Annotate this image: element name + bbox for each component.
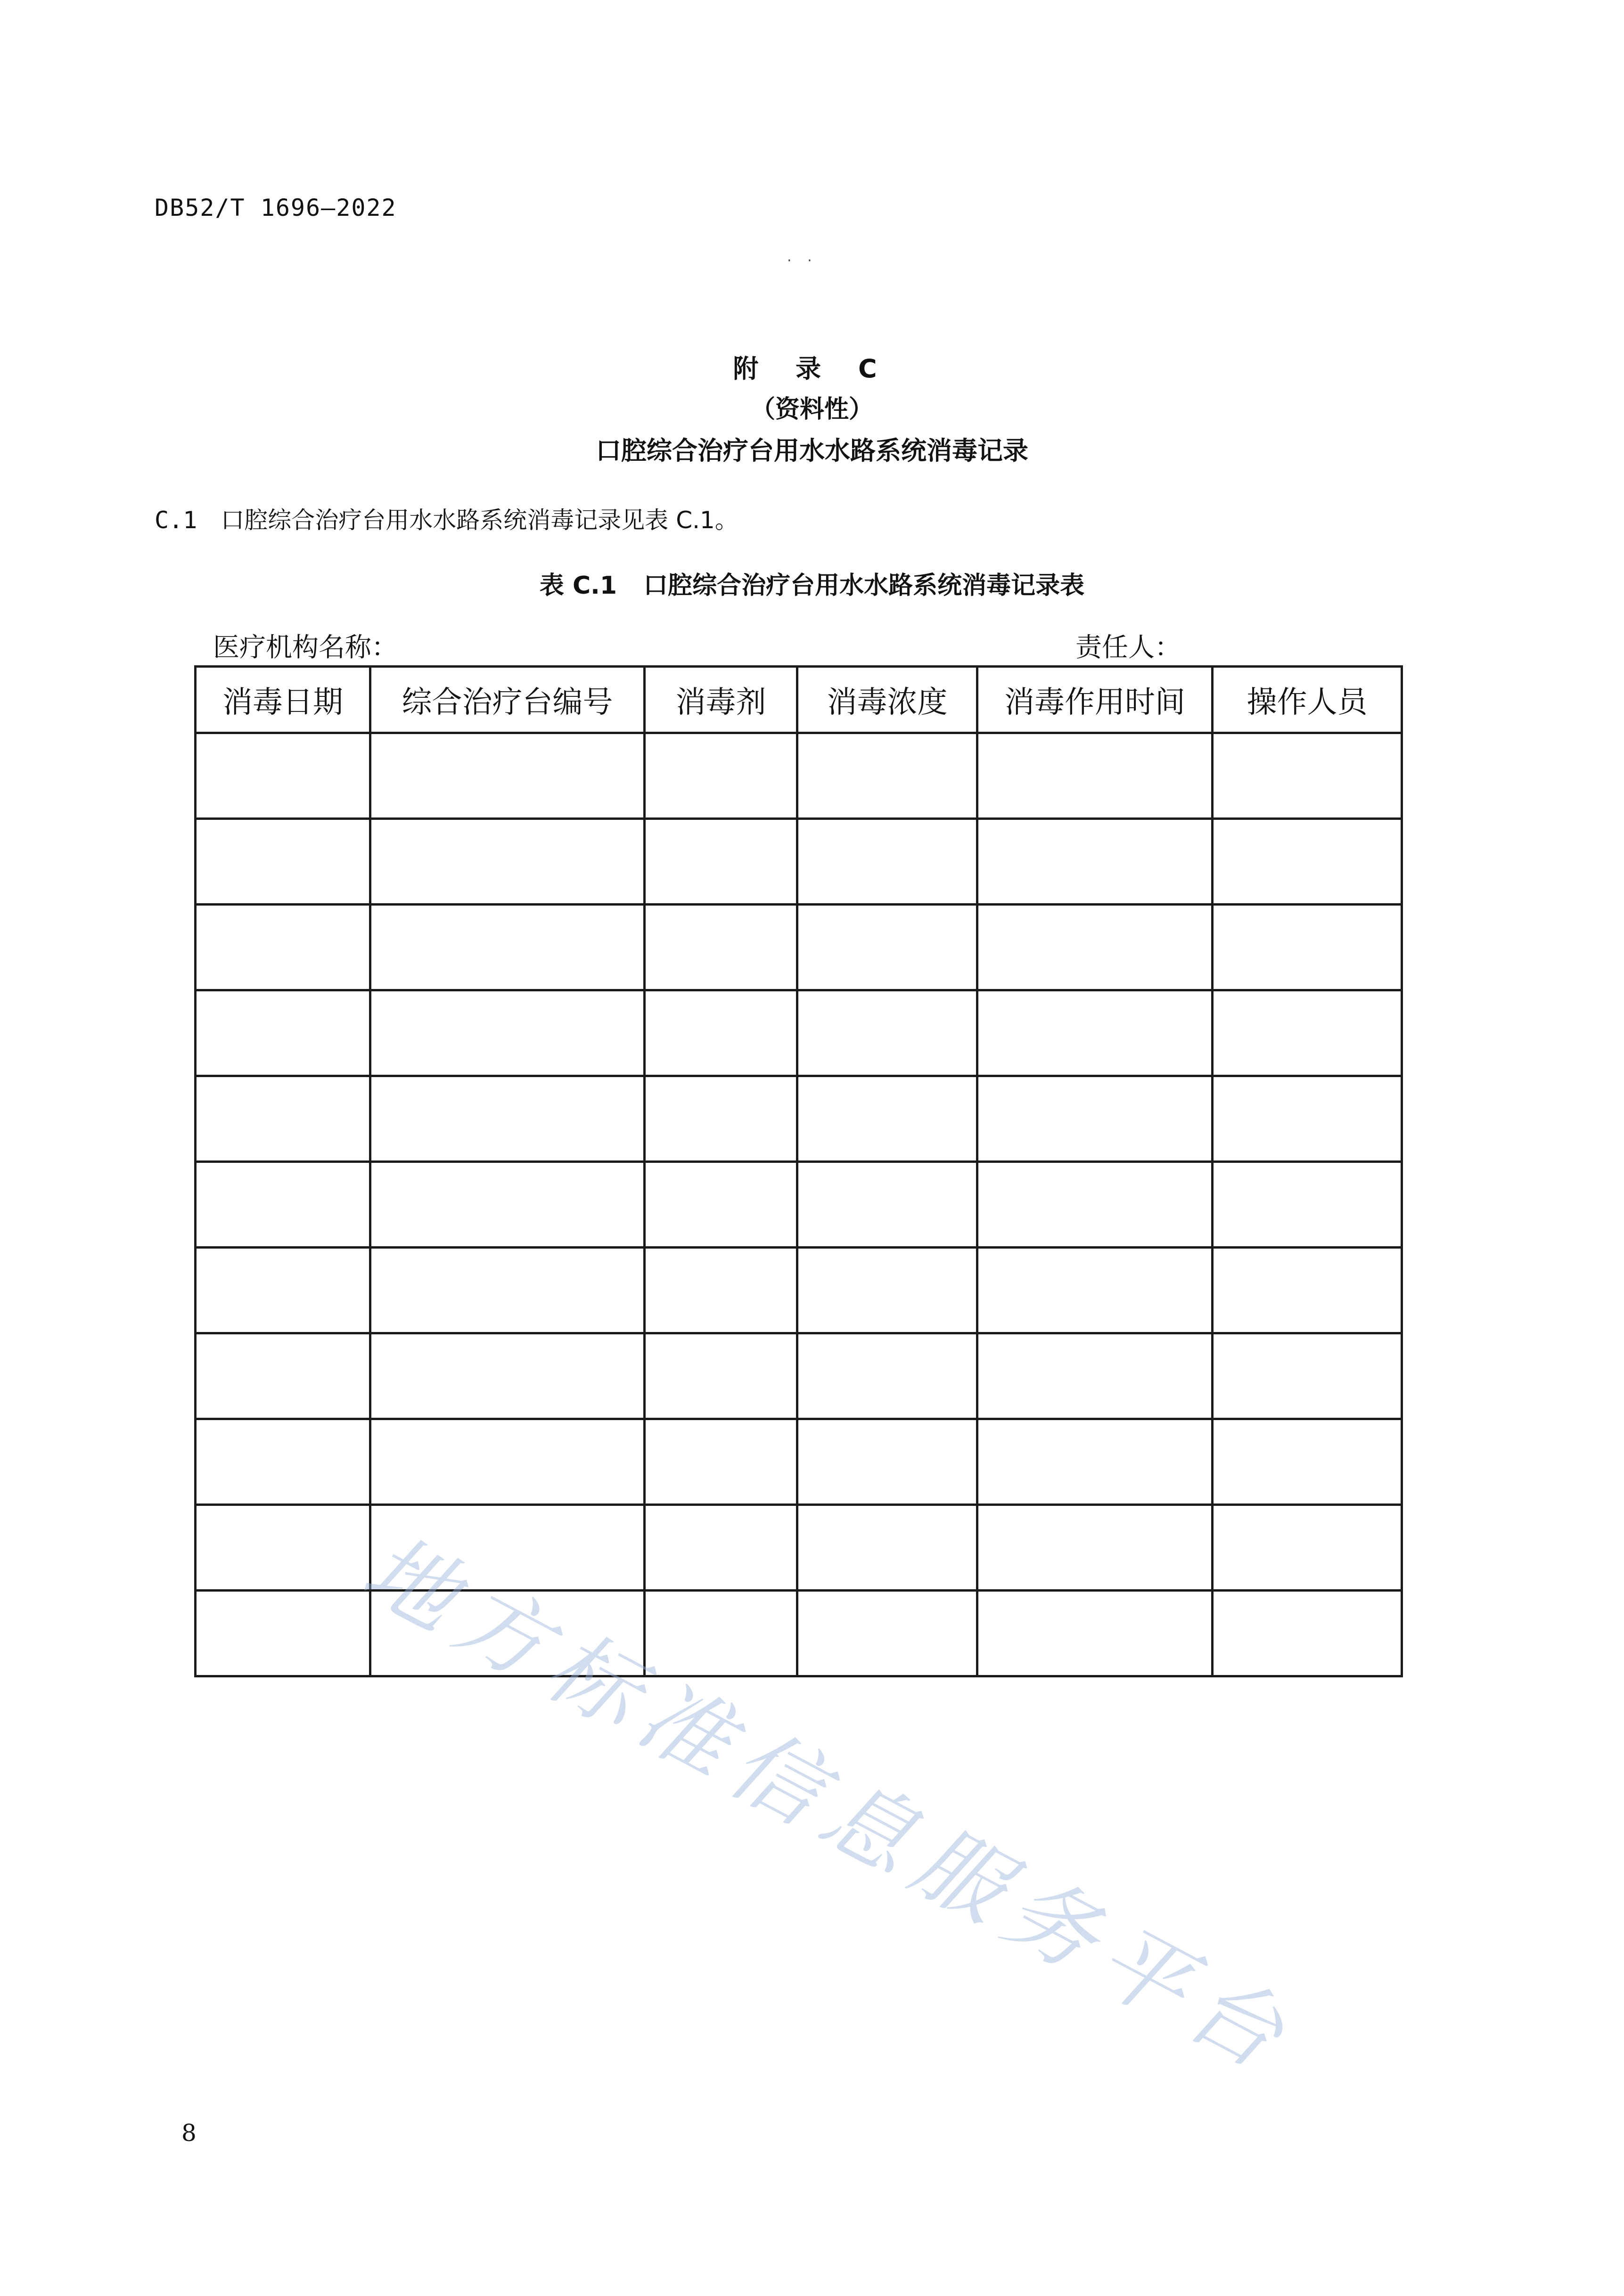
table-cell[interactable]	[196, 1076, 370, 1162]
table-cell[interactable]	[977, 990, 1213, 1076]
table-row	[196, 1248, 1402, 1333]
table-cell[interactable]	[196, 1505, 370, 1591]
disinfection-record-table	[194, 665, 1403, 1677]
table-cell[interactable]	[977, 1591, 1213, 1676]
table-cell[interactable]	[797, 1248, 977, 1333]
table-cell[interactable]	[797, 1162, 977, 1248]
table-cell[interactable]	[977, 733, 1213, 819]
appendix-name: 口腔综合治疗台用水水路系统消毒记录	[596, 436, 1028, 466]
table-cell[interactable]	[797, 1076, 977, 1162]
page-number: 8	[181, 2119, 197, 2147]
table-cell[interactable]	[977, 1505, 1213, 1591]
table-cell[interactable]	[645, 733, 797, 819]
table-cell[interactable]	[977, 1419, 1213, 1505]
table-cell[interactable]	[645, 819, 797, 905]
header-operator: 操作人员	[1213, 667, 1402, 733]
table-cell[interactable]	[797, 1505, 977, 1591]
clause-number: C.1	[155, 507, 197, 534]
table-cell[interactable]	[370, 733, 645, 819]
table-cell[interactable]	[645, 905, 797, 990]
table-cell[interactable]	[1213, 1162, 1402, 1248]
table-cell[interactable]	[977, 819, 1213, 905]
header-action-time: 消毒作用时间	[977, 667, 1213, 733]
table-cell[interactable]	[1213, 819, 1402, 905]
table-cell[interactable]	[1213, 1333, 1402, 1419]
table-cell[interactable]	[645, 1162, 797, 1248]
table-cell[interactable]	[196, 819, 370, 905]
table-cell[interactable]	[1213, 733, 1402, 819]
table-cell[interactable]	[977, 1248, 1213, 1333]
table-cell[interactable]	[1213, 1419, 1402, 1505]
table-cell[interactable]	[196, 1591, 370, 1676]
table-cell[interactable]	[370, 819, 645, 905]
table-cell[interactable]	[645, 1333, 797, 1419]
table-cell[interactable]	[1213, 1248, 1402, 1333]
table-cell[interactable]	[797, 1333, 977, 1419]
table-row	[196, 1076, 1402, 1162]
table-cell[interactable]	[797, 905, 977, 990]
table-caption	[0, 565, 1624, 601]
header-unit-number: 综合治疗台编号	[370, 667, 645, 733]
responsible-person-label: 责任人：	[1075, 632, 1181, 663]
table-caption-number: 表 C.1	[539, 572, 617, 600]
watermark: 地方标准信息服务平台	[347, 1516, 1312, 2095]
table-cell[interactable]	[196, 1248, 370, 1333]
table-caption-text: 口腔综合治疗台用水水路系统消毒记录表	[643, 572, 1085, 600]
org-name-label: 医疗机构名称：	[213, 632, 398, 663]
table-cell[interactable]	[797, 1419, 977, 1505]
table-cell[interactable]	[196, 733, 370, 819]
appendix-title: 附 录 C	[733, 354, 891, 384]
header-disinfectant: 消毒剂	[645, 667, 797, 733]
table-cell[interactable]	[1213, 1591, 1402, 1676]
header-marks: · ·	[787, 253, 818, 269]
table-cell[interactable]	[977, 1076, 1213, 1162]
table-row	[196, 1333, 1402, 1419]
table-cell[interactable]	[645, 990, 797, 1076]
table-cell[interactable]	[1213, 1505, 1402, 1591]
table-cell[interactable]	[797, 990, 977, 1076]
table-header-row	[196, 667, 1402, 733]
clause-c1	[155, 501, 738, 535]
table-cell[interactable]	[370, 1333, 645, 1419]
document-code: DB52/T 1696—2022	[155, 194, 397, 221]
table-cell[interactable]	[370, 905, 645, 990]
table-cell[interactable]	[196, 1419, 370, 1505]
table-row	[196, 1162, 1402, 1248]
clause-text: 口腔综合治疗台用水水路系统消毒记录见表 C.1。	[221, 507, 738, 534]
table-row	[196, 1419, 1402, 1505]
table-cell[interactable]	[797, 733, 977, 819]
table-cell[interactable]	[370, 990, 645, 1076]
table-cell[interactable]	[797, 819, 977, 905]
table-cell[interactable]	[977, 905, 1213, 990]
table-cell[interactable]	[196, 1162, 370, 1248]
table-cell[interactable]	[370, 1248, 645, 1333]
table-cell[interactable]	[645, 1076, 797, 1162]
table-cell[interactable]	[645, 1505, 797, 1591]
appendix-type: （资料性）	[750, 395, 873, 424]
table-cell[interactable]	[196, 990, 370, 1076]
table-cell[interactable]	[196, 1333, 370, 1419]
table-cell[interactable]	[1213, 1076, 1402, 1162]
table-cell[interactable]	[370, 1076, 645, 1162]
header-concentration: 消毒浓度	[797, 667, 977, 733]
table-cell[interactable]	[370, 1162, 645, 1248]
table-cell[interactable]	[370, 1419, 645, 1505]
table-row	[196, 819, 1402, 905]
table-row	[196, 733, 1402, 819]
table-row	[196, 990, 1402, 1076]
table-cell[interactable]	[1213, 905, 1402, 990]
table-cell[interactable]	[797, 1591, 977, 1676]
table-cell[interactable]	[977, 1333, 1213, 1419]
table-cell[interactable]	[977, 1162, 1213, 1248]
header-disinfection-date: 消毒日期	[196, 667, 370, 733]
table-cell[interactable]	[645, 1419, 797, 1505]
table-cell[interactable]	[196, 905, 370, 990]
table-cell[interactable]	[645, 1248, 797, 1333]
table-cell[interactable]	[1213, 990, 1402, 1076]
table-row	[196, 905, 1402, 990]
